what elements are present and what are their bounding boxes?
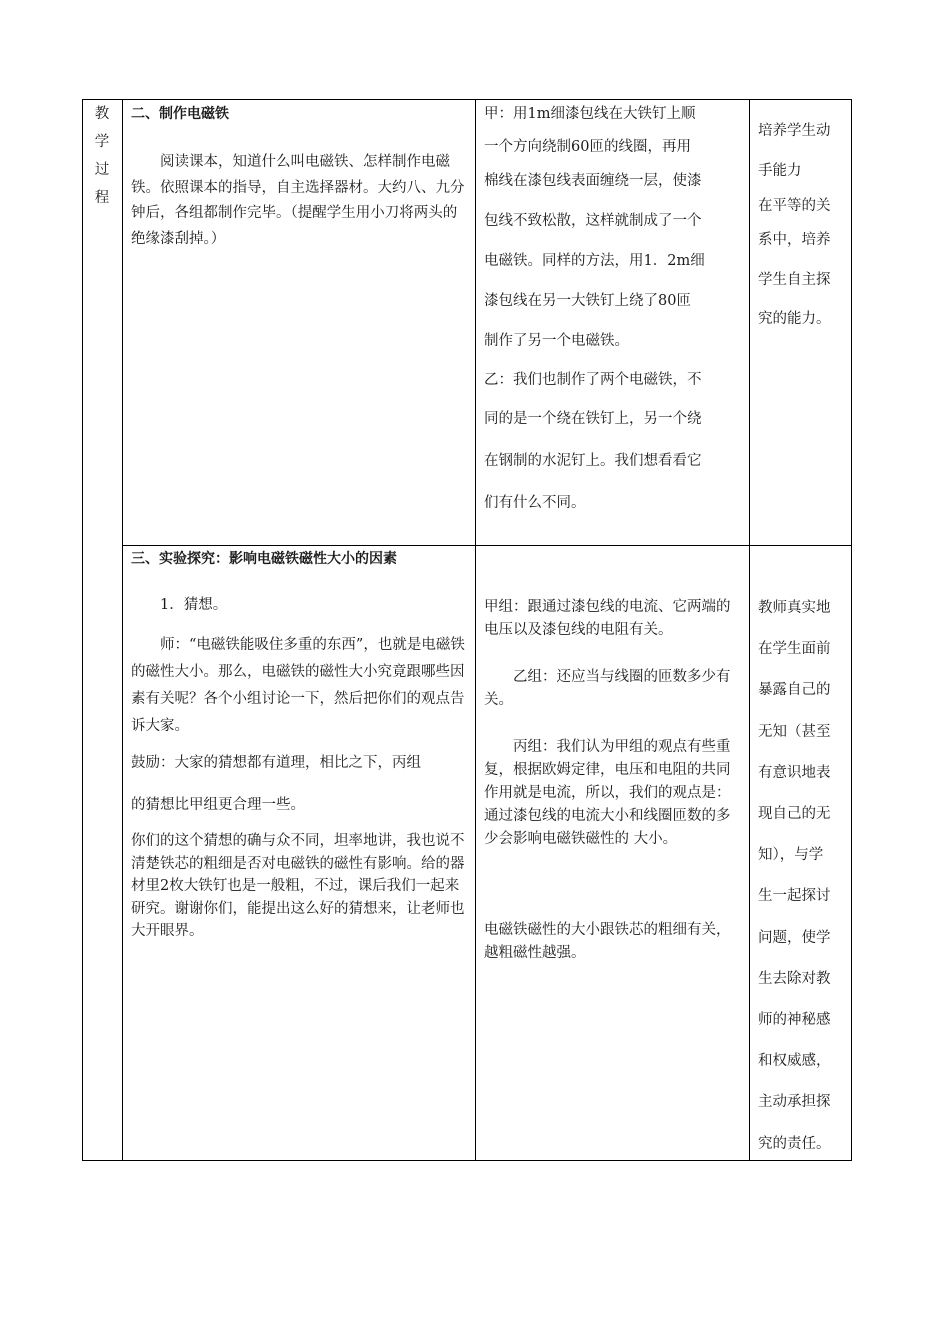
row2-intent-line: 知），与学	[758, 847, 824, 864]
row2-intent-line: 无知（甚至	[758, 723, 831, 740]
row1-body: 阅读课本，知道什么叫电磁铁、怎样制作电磁铁。依照课本的指导，自主选择器材。大约八、九分钟后，各组都制作完毕。（提醒学生用小刀将两头的绝缘漆刮掉。）	[131, 154, 465, 247]
row2-encourage-line: 的猜想比甲组更合理一些。	[131, 797, 305, 813]
row2-intent-line: 和权威感，	[758, 1053, 831, 1070]
table-border-bottom	[82, 1160, 852, 1161]
row2-teacher-question: 师：“电磁铁能吸住多重的东西”，也就是电磁铁的磁性大小。那么，电磁铁的磁性大小究竟跟哪些因素有关呢？各个小组讨论一下，然后把你们的观点告诉大家。	[131, 637, 465, 734]
row-divider	[122, 545, 852, 546]
section-label-char: 过	[94, 162, 110, 178]
table-border-top	[82, 99, 852, 100]
row1-intent-line: 手能力	[758, 162, 802, 179]
row2-student-cell	[484, 596, 744, 965]
row2-intent-line: 现自己的无	[758, 806, 831, 823]
table-border-right	[851, 99, 852, 1161]
row1-student-cell	[484, 103, 744, 524]
row2-encourage-line: 鼓励：大家的猜想都有道理，相比之下，丙组	[131, 755, 421, 771]
row2-intent-line: 问题，使学	[758, 929, 831, 946]
section-label	[82, 100, 122, 212]
row1-student-line: 包线不致松散，这样就制成了一个	[484, 213, 702, 229]
row2-intent-line: 究的责任。	[758, 1135, 831, 1152]
column-divider-1	[122, 99, 123, 1161]
row1-student-line: 乙：我们也制作了两个电磁铁，不	[484, 372, 702, 388]
group-d-view: 电磁铁磁性的大小跟铁芯的粗细有关，越粗磁性越强。	[484, 922, 731, 961]
row1-student-line: 漆包线在另一大铁钉上绕了80匝	[484, 293, 691, 309]
column-divider-3	[749, 99, 750, 1161]
row1-intent-line: 学生自主探	[758, 271, 831, 288]
row1-intent-line: 究的能力。	[758, 311, 831, 327]
row1-student-line: 甲：用1m细漆包线在大铁钉上顺	[484, 106, 696, 122]
table-border-left	[82, 99, 83, 1161]
row2-intent-line: 在学生面前	[758, 641, 831, 658]
row2-intent-line: 主动承担探	[758, 1094, 831, 1111]
row1-student-line: 电磁铁。同样的方法，用1．2m细	[484, 253, 705, 269]
row1-teacher-cell	[131, 104, 469, 252]
row2-heading: 三、实验探究：影响电磁铁磁性大小的因素	[131, 551, 397, 567]
row1-student-line: 们有什么不同。	[484, 495, 586, 511]
row1-heading: 二、制作电磁铁	[131, 106, 229, 122]
section-label-char: 程	[94, 190, 110, 206]
group-a-view: 甲组：跟通过漆包线的电流、它两端的电压以及漆包线的电阻有关。	[484, 599, 731, 638]
row2-intent-line: 暴露自己的	[758, 682, 831, 699]
row1-student-line: 制作了另一个电磁铁。	[484, 333, 629, 349]
row1-intent-line: 系中，培养	[758, 232, 831, 248]
column-divider-2	[475, 99, 476, 1161]
section-label-char: 学	[94, 134, 110, 150]
row1-intent-line: 培养学生动	[758, 123, 831, 139]
row1-student-line: 同的是一个绕在铁钉上，另一个绕	[484, 411, 702, 427]
row2-intent-cell	[758, 588, 846, 1165]
row2-intent-line: 有意识地表	[758, 764, 831, 781]
row1-student-line: 一个方向绕制60匝的线圈，再用	[484, 139, 691, 155]
group-c-view: 丙组：我们认为甲组的观点有些重复，根据欧姆定律，电压和电阻的共同作用就是电流，所以，我们的观点是：通过漆包线的电流大小和线圈匝数的多少会影响电磁铁磁性的 大小。	[484, 739, 731, 847]
row1-intent-cell	[758, 112, 846, 340]
row2-intent-line: 生去除对教	[758, 970, 831, 987]
row2-teacher-response: 你们的这个猜想的确与众不同，坦率地讲，我也说不清楚铁芯的粗细是否对电磁铁的磁性有影响。给的器材里2枚大铁钉也是一般粗，不过，课后我们一起来研究。谢谢你们，能提出这么好的猜想来，让老师也大开眼界。	[131, 833, 465, 939]
row2-intent-line: 教师真实地	[758, 600, 831, 616]
row2-intent-line: 生一起探讨	[758, 888, 831, 905]
section-label-char: 教	[94, 106, 110, 122]
row1-student-line: 棉线在漆包线表面缠绕一层，使漆	[484, 173, 702, 189]
group-b-view: 乙组：还应当与线圈的匝数多少有关。	[484, 669, 731, 708]
row1-intent-line: 在平等的关	[758, 198, 831, 214]
row2-subheading: 1．猜想。	[160, 597, 228, 613]
row1-student-line: 在钢制的水泥钉上。我们想看看它	[484, 453, 702, 469]
row2-intent-line: 师的神秘感	[758, 1012, 831, 1029]
row2-teacher-cell	[131, 548, 469, 943]
